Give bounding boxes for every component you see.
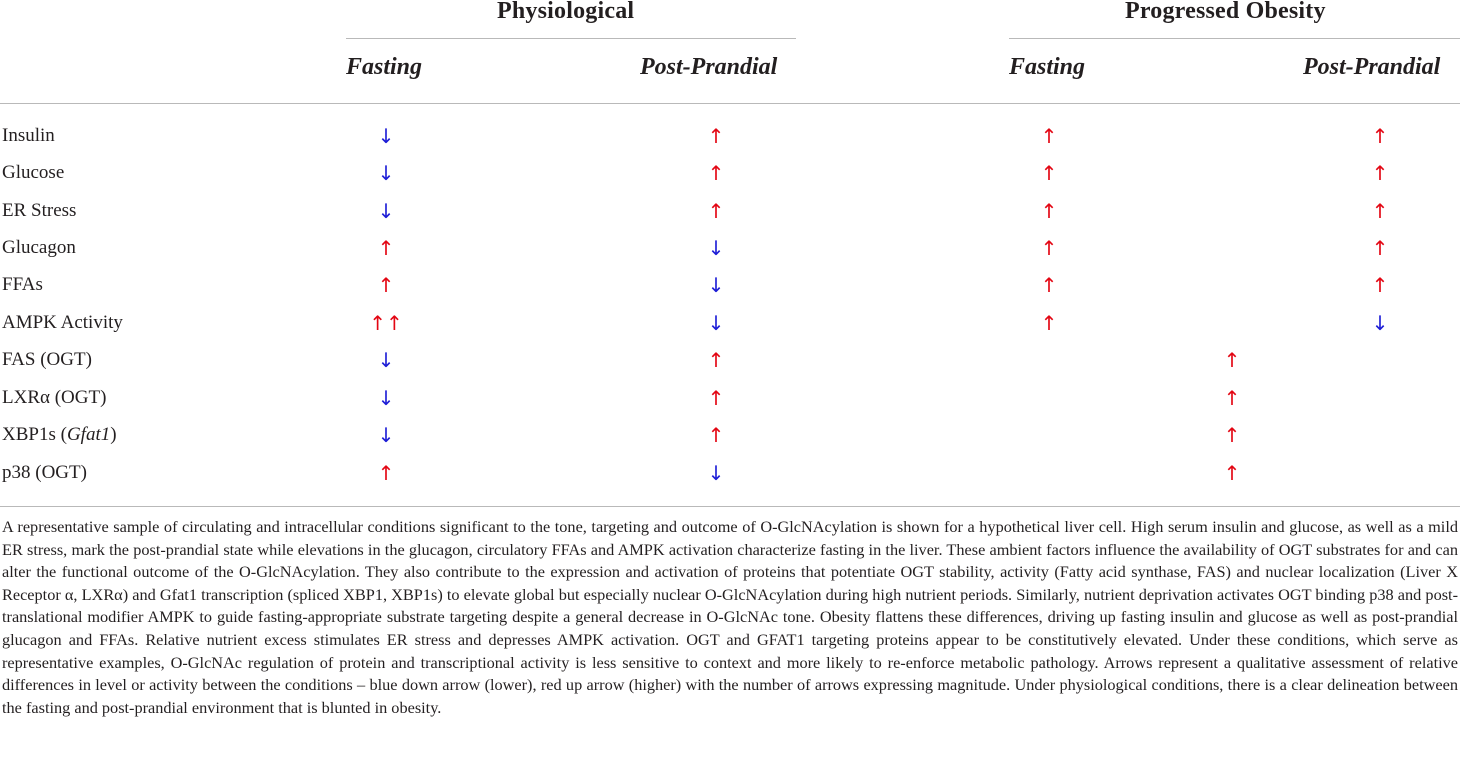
col-header-obesity-fasting: Fasting (1009, 54, 1086, 80)
arrow-down-icon: ↓ (707, 311, 725, 335)
row-label: XBP1s (Gfat1) (2, 424, 117, 445)
arrow-down-icon: ↓ (377, 124, 395, 148)
row-label: Insulin (2, 125, 55, 146)
arrow-down-icon: ↓ (377, 386, 395, 410)
arrow-up-icon: ↑ (1040, 236, 1058, 260)
arrow-up-icon: ↑ (1040, 311, 1058, 335)
arrow-up-icon: ↑ (1223, 386, 1241, 410)
arrow-up-icon: ↑ (1223, 423, 1241, 447)
arrow-down-icon: ↓ (707, 273, 725, 297)
arrow-up-icon: ↑ (1223, 461, 1241, 485)
arrow-up-icon: ↑ (1371, 161, 1389, 185)
row-label: FAS (OGT) (2, 349, 92, 370)
group-title-obesity: Progressed Obesity (1125, 0, 1326, 24)
arrow-down-icon: ↓ (377, 423, 395, 447)
row-label: AMPK Activity (2, 312, 123, 333)
row-label: LXRα (OGT) (2, 387, 107, 408)
arrow-up-icon: ↑ (1371, 124, 1389, 148)
table-bottom-rule (0, 506, 1460, 507)
row-label: p38 (OGT) (2, 462, 87, 483)
arrow-down-icon: ↓ (1371, 311, 1389, 335)
row-label: Glucagon (2, 237, 76, 258)
arrow-up-icon: ↑ (707, 348, 725, 372)
arrow-up-icon: ↑ (707, 124, 725, 148)
arrow-down-icon: ↓ (377, 161, 395, 185)
row-label: Glucose (2, 162, 65, 183)
group-rule-obesity (1009, 38, 1460, 39)
header-bottom-rule (0, 103, 1460, 104)
arrow-up-icon: ↑ (1371, 199, 1389, 223)
arrow-up-icon: ↑ (707, 386, 725, 410)
arrow-up-icon: ↑ (377, 461, 395, 485)
arrow-up-icon: ↑ (707, 423, 725, 447)
group-rule-physiological (346, 38, 796, 39)
arrow-up-icon: ↑ (377, 236, 395, 260)
table-caption: A representative sample of circulating and intracellular conditions significant to the tone, targeting and outcome of O-GlcNAcylation is shown for a hypothetical liver cell. High serum insulin and glucose, as well as a mild ER stress, mark the post-prandial state while elevations in the glucagon, circulatory FFAs and AMPK activation characterize fasting in the liver. These ambient factors influence the availability of OGT substrates for and can alter the functional outcome of the O-GlcNAcylation. They also contribute to the expression and activation of proteins that potentiate OGT stability, activity (Fatty acid synthase, FAS) and nuclear localization (Liver X Receptor α, LXRα) and Gfat1 transcription (spliced XBP1, XBP1s) to elevate global but especially nuclear O-GlcNAcylation during high nutrient periods. Similarly, nutrient deprivation activates OGT binding p38 and post-translational modifier AMPK to guide fasting-appropriate substrate targeting despite a general decrease in O-GlcNAc tone. Obesity flattens these differences, driving up fasting insulin and glucose as well as post-prandial glucagon and FFAs. Relative nutrient excess stimulates ER stress and depresses AMPK activation. OGT and GFAT1 targeting proteins appear to be constitutively elevated. Under these conditions, which serve as representative examples, O-GlcNAc regulation of protein and transcriptional activity is less sensitive to context and more likely to re-enforce metabolic pathology. Arrows represent a qualitative assessment of relative differences in level or activity between the conditions – blue down arrow (lower), red up arrow (higher) with the number of arrows expressing magnitude. Under physiological conditions, there is a clear delineation between the fasting and post-prandial environment that is blunted in obesity. (2, 517, 1458, 717)
arrow-up-icon: ↑ (1040, 199, 1058, 223)
col-header-phys-fasting: Fasting (346, 54, 423, 80)
arrow-up-icon: ↑ (377, 273, 395, 297)
arrow-up-icon: ↑ (1040, 124, 1058, 148)
col-header-obesity-postprandial: Post-Prandial (1303, 54, 1441, 80)
arrow-up-icon: ↑ (1371, 236, 1389, 260)
row-label: FFAs (2, 274, 43, 295)
row-label: ER Stress (2, 200, 77, 221)
arrow-up-icon: ↑ (1371, 273, 1389, 297)
arrow-up-icon: ↑ (1040, 273, 1058, 297)
arrow-down-icon: ↓ (377, 348, 395, 372)
arrow-up-icon: ↑ (1040, 161, 1058, 185)
arrow-up-icon: ↑ (1223, 348, 1241, 372)
arrow-down-icon: ↓ (377, 199, 395, 223)
arrow-up-icon: ↑↑ (369, 311, 403, 335)
arrow-down-icon: ↓ (707, 461, 725, 485)
arrow-up-icon: ↑ (707, 199, 725, 223)
arrow-down-icon: ↓ (707, 236, 725, 260)
arrow-up-icon: ↑ (707, 161, 725, 185)
col-header-phys-postprandial: Post-Prandial (640, 54, 778, 80)
group-title-physiological: Physiological (497, 0, 635, 24)
